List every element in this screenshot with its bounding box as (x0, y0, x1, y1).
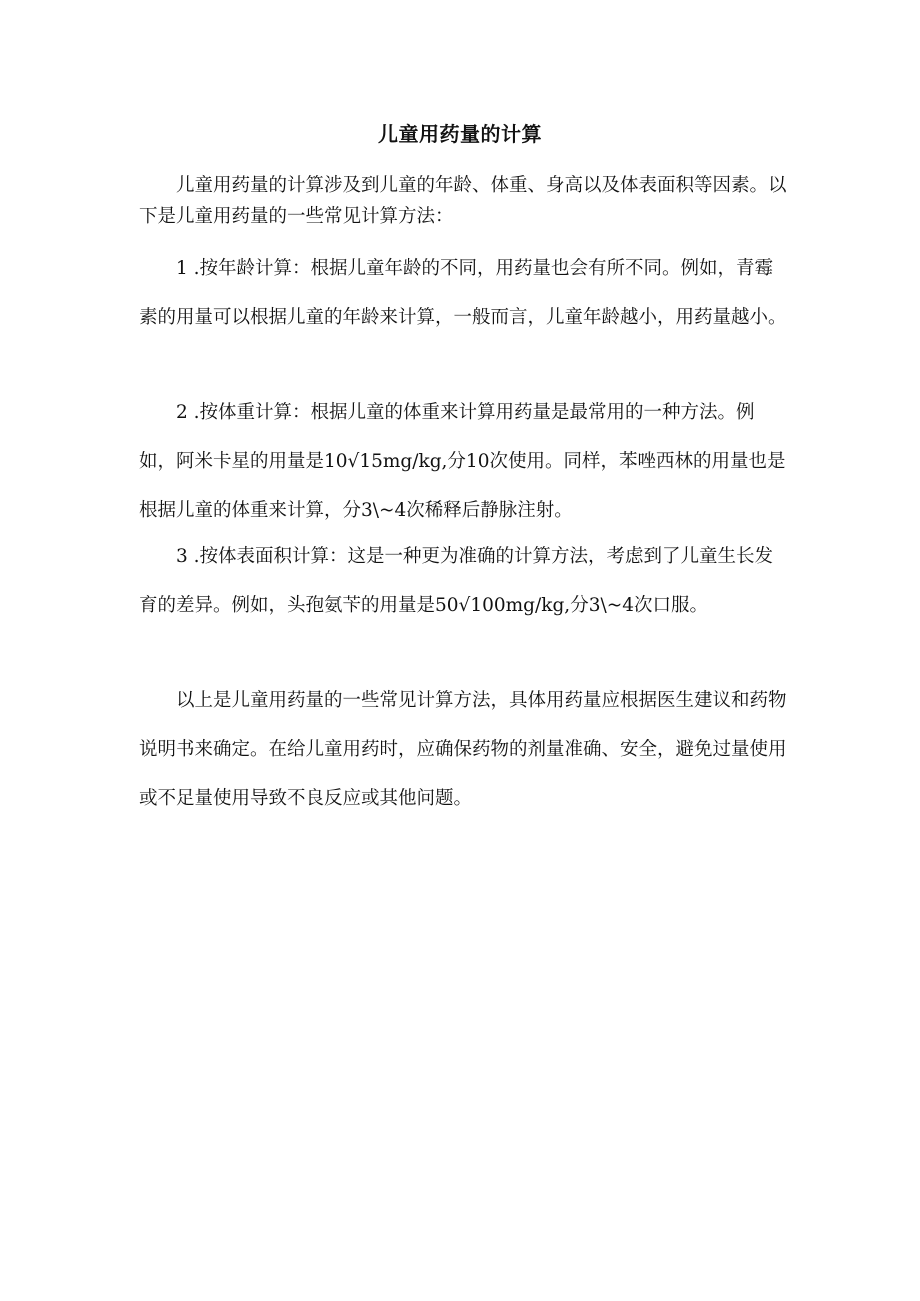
method-weight-paragraph: 2 .按体重计算：根据儿童的体重来计算用药量是最常用的一种方法。例如，阿米卡星的用量是10√15mg/kg,分10次使用。同样，苯唑西林的用量也是根据儿童的体重来计算，分3\~4次稀释后静脉注射。 (139, 402, 786, 521)
intro-paragraph: 儿童用药量的计算涉及到儿童的年龄、体重、身高以及体表面积等因素。以下是儿童用药量的一些常见计算方法： (139, 175, 787, 227)
method-body-surface-paragraph: 3 .按体表面积计算：这是一种更为准确的计算方法，考虑到了儿童生长发育的差异。例如，头孢氨苄的用量是50√100mg/kg,分3\~4次口服。 (139, 546, 774, 616)
document-title: 儿童用药量的计算 (378, 122, 542, 146)
conclusion-paragraph: 以上是儿童用药量的一些常见计算方法，具体用药量应根据医生建议和药物说明书来确定。在给儿童用药时，应确保药物的剂量准确、安全，避免过量使用或不足量使用导致不良反应或其他问题。 (139, 690, 787, 809)
method-age-paragraph: 1 .按年龄计算：根据儿童年龄的不同，用药量也会有所不同。例如，青霉素的用量可以根据儿童的年龄来计算，一般而言，儿童年龄越小，用药量越小。 (139, 258, 787, 328)
